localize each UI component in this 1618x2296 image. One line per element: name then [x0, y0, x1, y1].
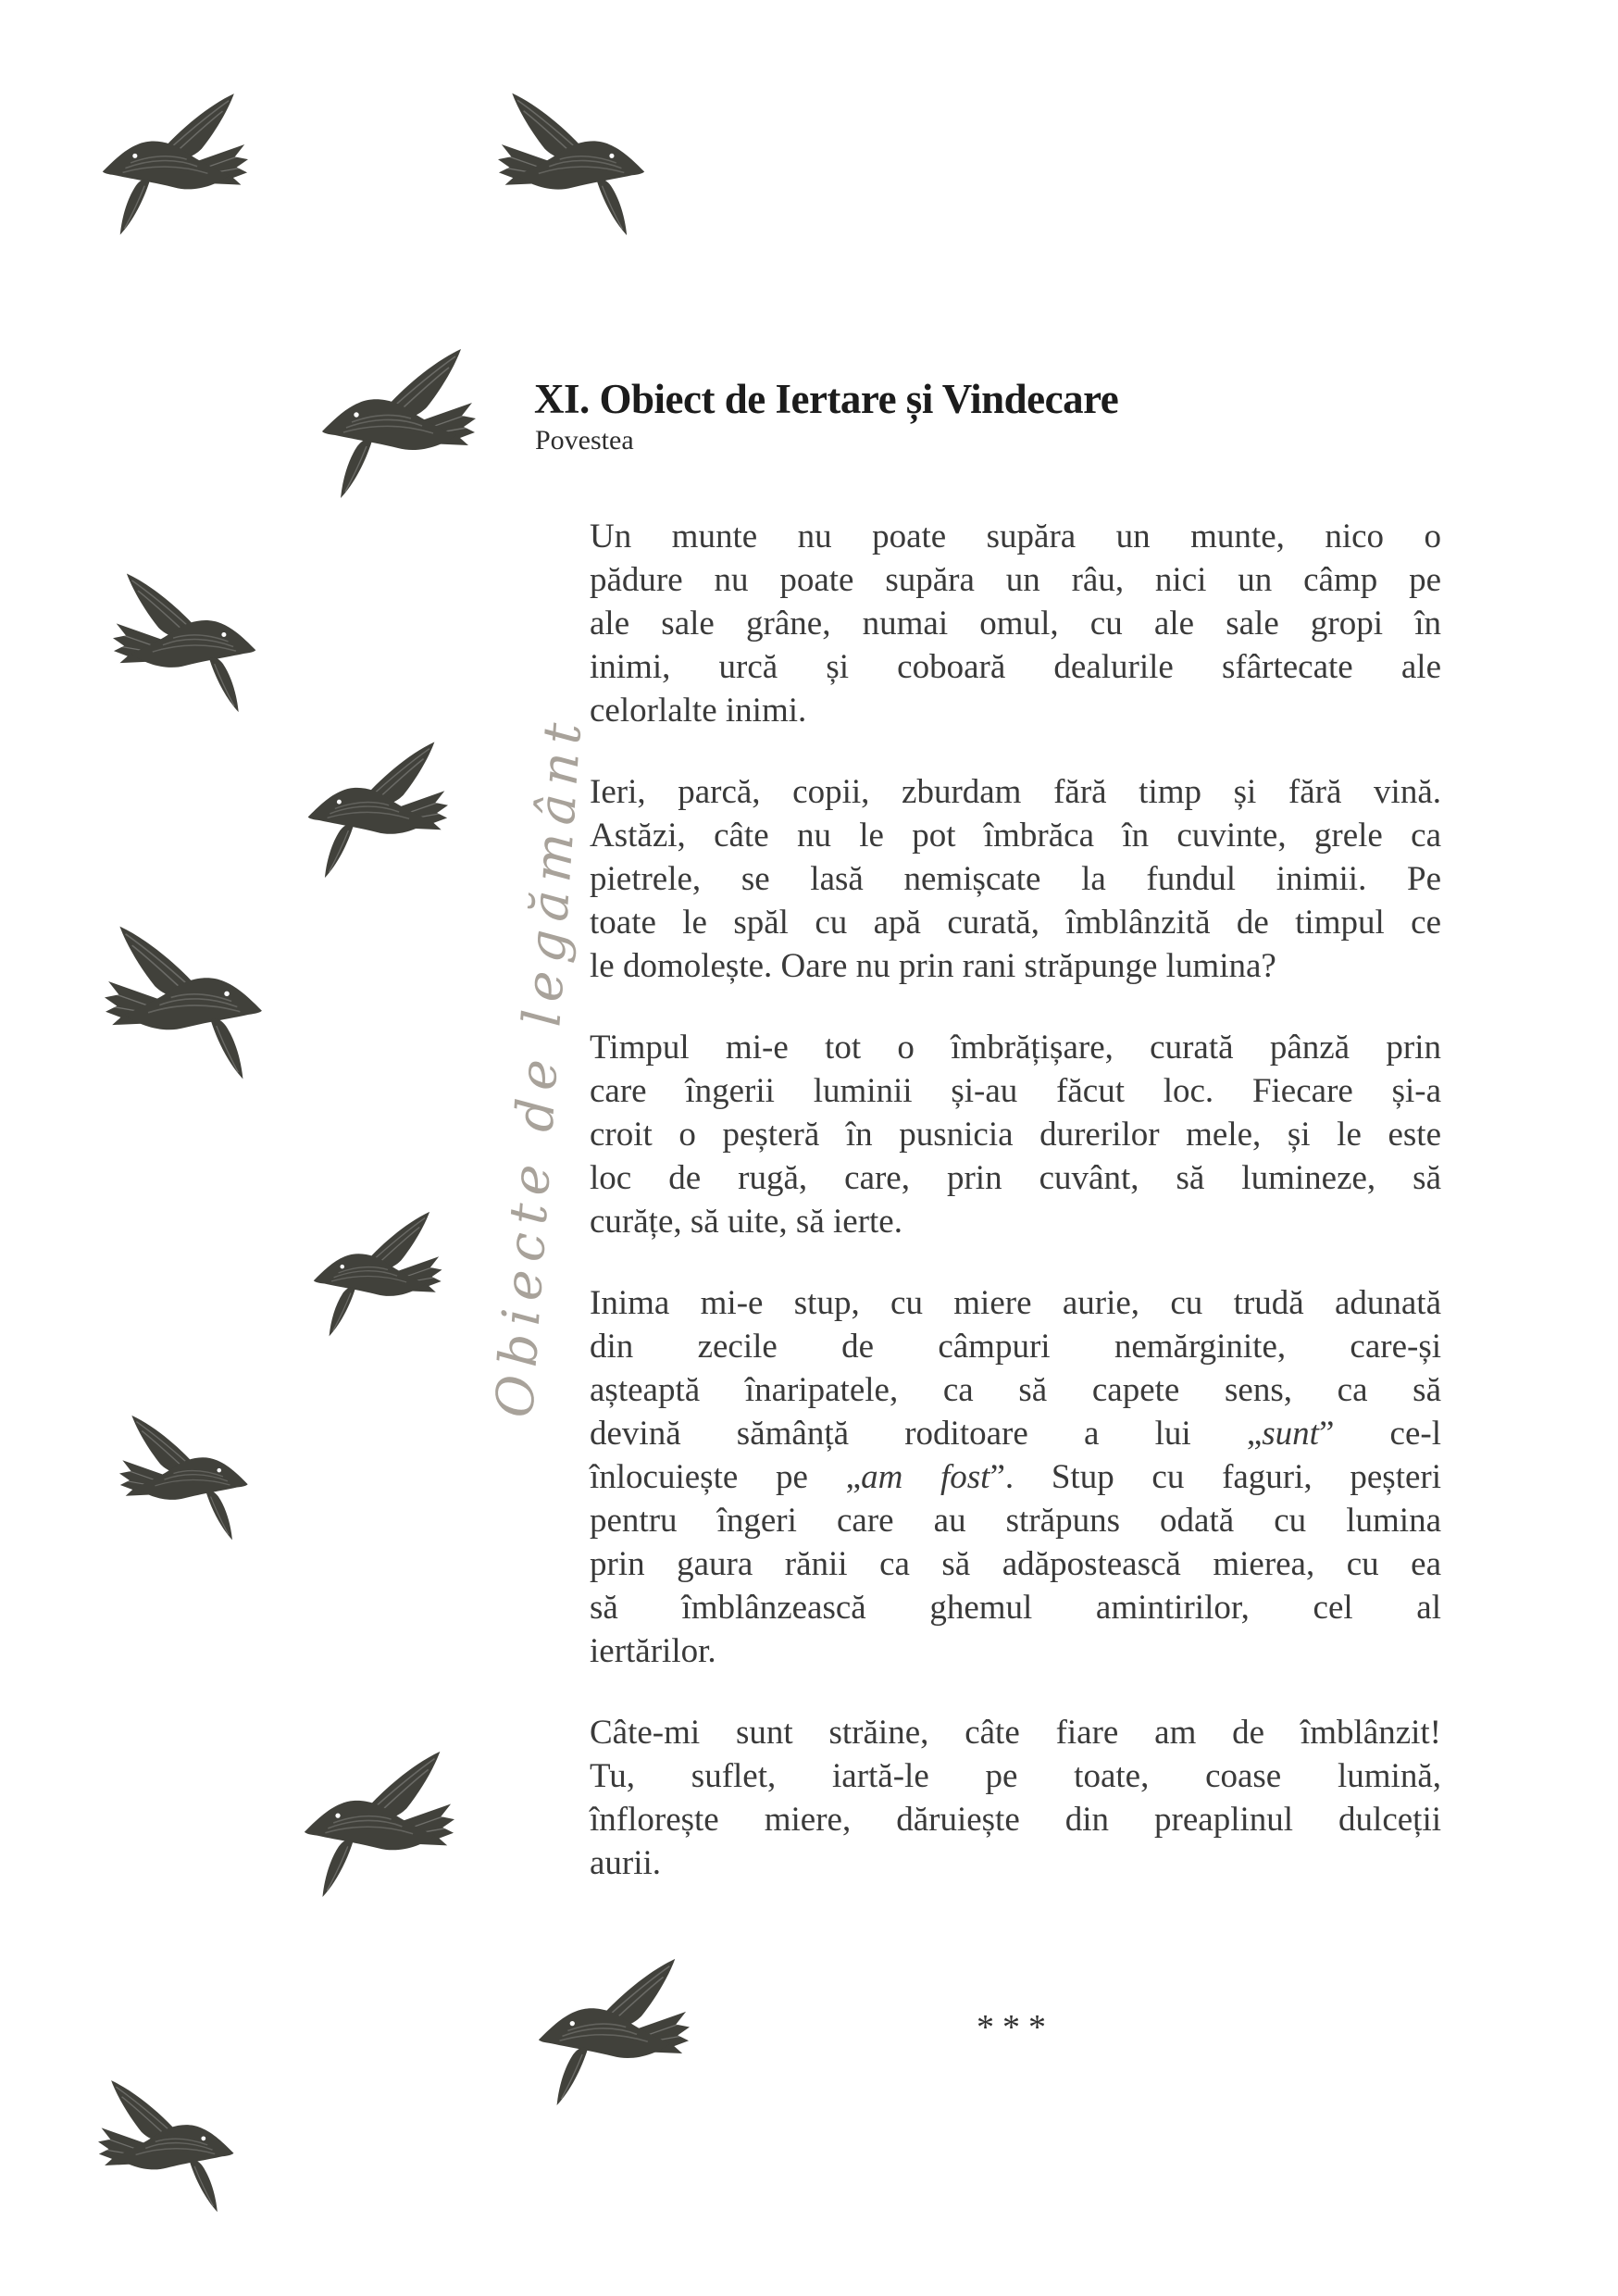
paragraph — [590, 770, 1441, 988]
text-line: din zecile de câmpuri nemărginite, care-și — [590, 1328, 1441, 1366]
text-line: Ieri, parcă, copii, zburdam fără timp și fără vină. — [590, 773, 1441, 811]
bird-icon — [105, 1410, 266, 1541]
text-line: loc de rugă, care, prin cuvânt, să lumineze, să — [590, 1159, 1441, 1197]
text-line: croit o peșteră în pusnicia durerilor mele, și le este — [590, 1116, 1441, 1154]
text-line: Tu, suflet, iartă-le pe toate, coase lumină, — [590, 1757, 1441, 1795]
chapter-title: XI. Obiect de Iertare și Vindecare — [534, 376, 1119, 422]
paragraph — [590, 1026, 1441, 1243]
text-line: toate le spăl cu apă curată, îmblânzită de timpul ce — [590, 904, 1441, 942]
text-line: le domolește. Oare nu prin rani străpunge lumina? — [590, 947, 1276, 985]
text-line: așteaptă înaripatele, ca să capete sens, ca să — [590, 1371, 1441, 1409]
paragraph — [590, 1711, 1441, 1885]
text-line: pentru îngeri care au străpuns odată cu lumina — [590, 1502, 1441, 1540]
text-line: devină sămânță roditoare a lui „sunt” ce-l — [590, 1415, 1441, 1453]
paragraph — [590, 515, 1441, 732]
bird-icon — [301, 1743, 454, 1901]
text-line: inimi, urcă și coboară dealurile sfârtecate ale — [590, 648, 1441, 686]
text-line: înlocuiește pe „am fost”. Stup cu faguri, peșteri — [590, 1458, 1441, 1496]
handwritten-side-note: Obiecte de legământ — [484, 712, 594, 1420]
text-line: pietrele, se lasă nemișcate la fundul inimii. Pe — [590, 860, 1441, 898]
text-line: iertărilor. — [590, 1632, 716, 1670]
text-line: să îmblânzească ghemul amintirilor, cel al — [590, 1589, 1441, 1627]
bird-icon — [498, 81, 648, 243]
text-line: celorlalte inimi. — [590, 692, 807, 730]
text-line: Inima mi-e stup, cu miere aurie, cu trudă adunată — [590, 1284, 1441, 1322]
paragraph — [590, 1281, 1441, 1673]
text-line: Timpul mi-e tot o îmbrățișare, curată pânză prin — [590, 1029, 1441, 1067]
bird-icon — [299, 736, 454, 880]
bird-icon — [317, 343, 477, 500]
section-separator: *** — [977, 2008, 1054, 2047]
text-line: prin gaura rănii ca să adăpostească mierea, cu ea — [590, 1545, 1441, 1583]
text-line: Astăzi, câte nu le pot îmbrăca în cuvinte, grele ca — [590, 817, 1441, 855]
bird-icon — [105, 910, 266, 1091]
text-line: care îngerii luminii și-au făcut loc. Fiecare și-a — [590, 1072, 1441, 1110]
text-line: Un munte nu poate supăra un munte, nico o — [590, 518, 1441, 555]
bird-icon — [106, 568, 266, 714]
text-line: Câte-mi sunt străine, câte fiare am de îmblânzit! — [590, 1714, 1441, 1752]
bird-icon — [299, 1206, 454, 1338]
text-line: aurii. — [590, 1844, 662, 1882]
text-line: ale sale grâne, numai omul, cu ale sale gropi în — [590, 605, 1441, 643]
text-line: înflorește miere, dăruiește din preaplinul dulceții — [590, 1801, 1441, 1839]
bird-icon — [98, 2065, 237, 2224]
text-line: pădure nu poate supăra un râu, nici un câmp pe — [590, 561, 1441, 599]
bird-icon — [99, 81, 248, 243]
chapter-subtitle: Povestea — [535, 425, 634, 455]
text-line: curățe, să uite, să ierte. — [590, 1203, 902, 1241]
story-text — [590, 515, 1441, 1885]
